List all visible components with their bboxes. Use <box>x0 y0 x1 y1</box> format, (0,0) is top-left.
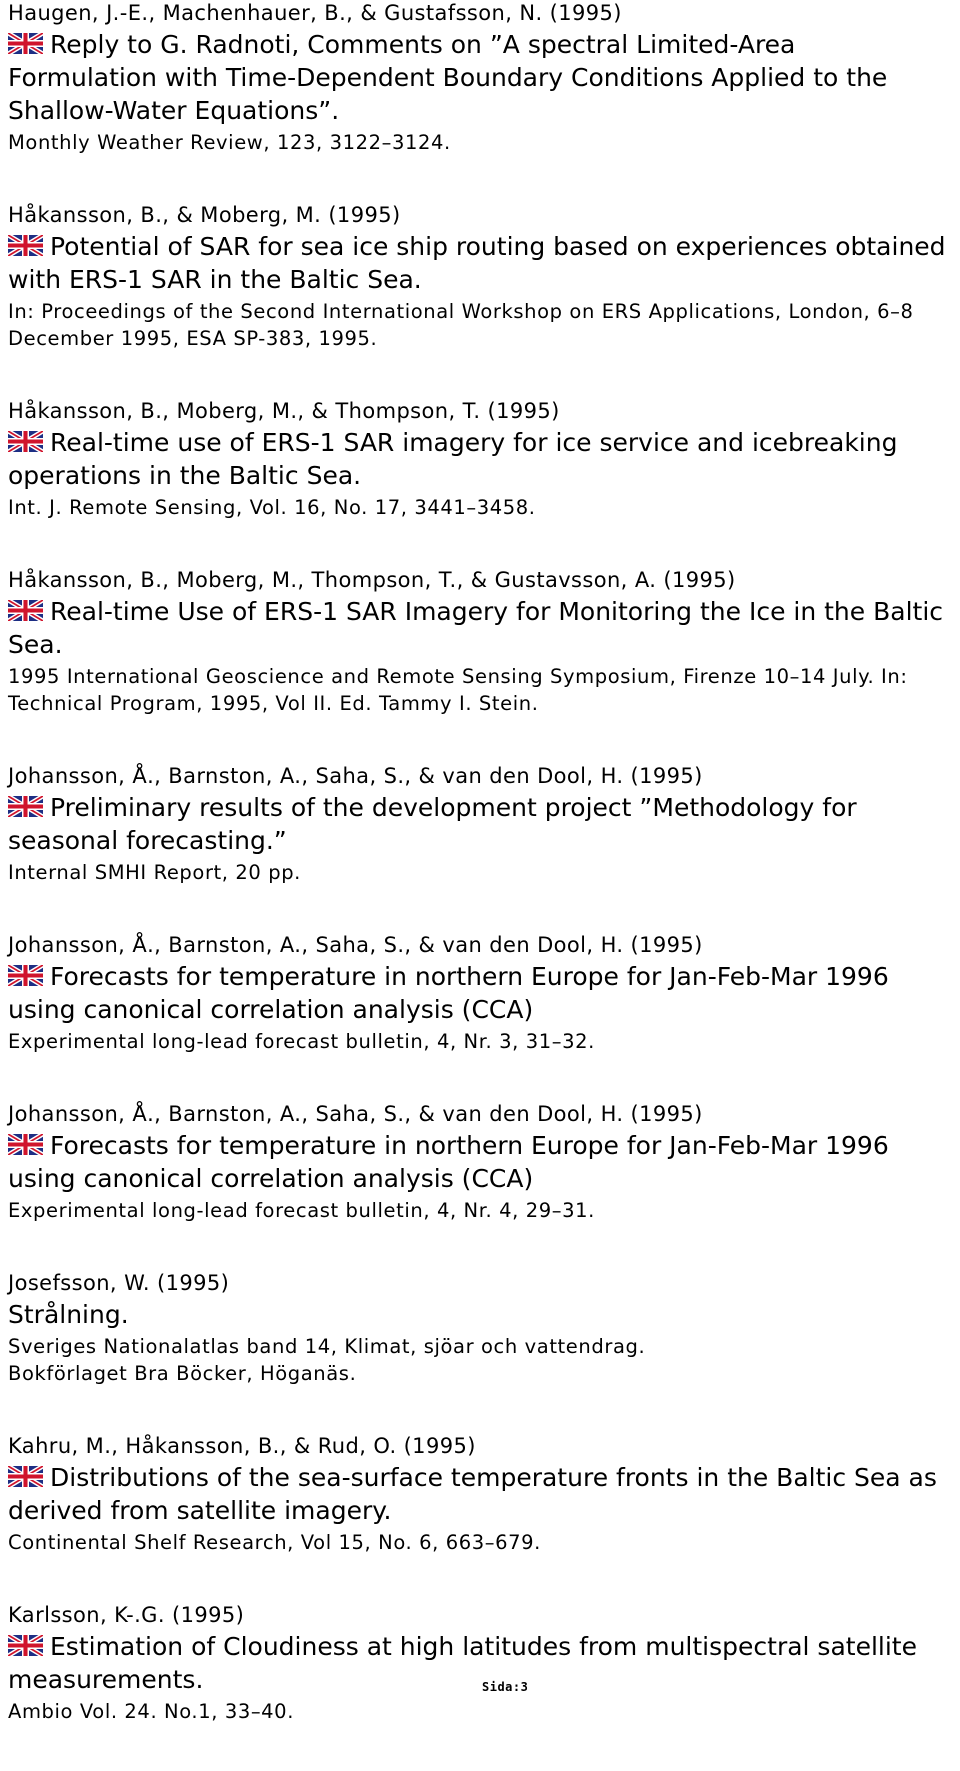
reference-source: Int. J. Remote Sensing, Vol. 16, No. 17, 3441–3458. <box>8 496 536 519</box>
uk-flag-icon <box>8 1466 43 1487</box>
uk-flag-icon <box>8 431 43 452</box>
reference-title-text: Potential of SAR for sea ice ship routing based on experiences obtained with ERS-1 SAR in the Baltic Sea. <box>8 232 946 294</box>
reference-title-text: Real-time use of ERS-1 SAR imagery for ice service and icebreaking operations in the Baltic Sea. <box>8 428 898 490</box>
reference-title-text: Preliminary results of the development project ”Methodology for seasonal forecasting.” <box>8 793 857 855</box>
reference-source: Monthly Weather Review, 123, 3122–3124. <box>8 131 451 154</box>
reference-entry <box>8 0 952 156</box>
reference-authors: Håkansson, B., & Moberg, M. (1995) <box>8 203 401 227</box>
uk-flag-icon <box>8 796 43 817</box>
reference-source: Ambio Vol. 24. No.1, 33–40. <box>8 1700 294 1723</box>
page-number: Sida:3 <box>482 1680 529 1694</box>
reference-title-text: Estimation of Cloudiness at high latitudes from multispectral satellite measurements. <box>8 1632 917 1694</box>
reference-title-text: Strålning. <box>8 1300 129 1329</box>
reference-authors: Håkansson, B., Moberg, M., & Thompson, T. (1995) <box>8 399 560 423</box>
reference-authors: Josefsson, W. (1995) <box>8 1271 230 1295</box>
uk-flag-icon <box>8 33 43 54</box>
reference-title-text: Distributions of the sea-surface temperature fronts in the Baltic Sea as derived from satellite imagery. <box>8 1463 937 1525</box>
uk-flag-icon <box>8 600 43 621</box>
reference-title <box>8 595 952 661</box>
reference-title <box>8 1298 952 1331</box>
reference-title <box>8 426 952 492</box>
reference-title <box>8 791 952 857</box>
reference-authors: Johansson, Å., Barnston, A., Saha, S., & van den Dool, H. (1995) <box>8 933 703 957</box>
reference-entry <box>8 1602 952 1725</box>
reference-source: 1995 International Geoscience and Remote Sensing Symposium, Firenze 10–14 July. In: Technical Program, 1995, Vol II. Ed. Tammy I. Stein. <box>8 665 908 715</box>
reference-title-text: Forecasts for temperature in northern Europe for Jan-Feb-Mar 1996 using canonical correlation analysis (CCA) <box>8 1131 889 1193</box>
reference-source: Experimental long-lead forecast bulletin, 4, Nr. 3, 31–32. <box>8 1030 595 1053</box>
reference-title-text: Reply to G. Radnoti, Comments on ”A spectral Limited-Area Formulation with Time-Dependent Boundary Conditions Applied to the Shallow-Water Equations”. <box>8 30 888 125</box>
reference-title <box>8 960 952 1026</box>
reference-entry <box>8 567 952 717</box>
reference-source: Bokförlaget Bra Böcker, Höganäs. <box>8 1362 357 1385</box>
reference-entry <box>8 932 952 1055</box>
reference-entry <box>8 1101 952 1224</box>
reference-title <box>8 230 952 296</box>
reference-title <box>8 1630 952 1696</box>
reference-source: Continental Shelf Research, Vol 15, No. 6, 663–679. <box>8 1531 541 1554</box>
reference-title <box>8 1461 952 1527</box>
reference-source: Internal SMHI Report, 20 pp. <box>8 861 301 884</box>
uk-flag-icon <box>8 965 43 986</box>
reference-source: In: Proceedings of the Second International Workshop on ERS Applications, London, 6–8 December 1995, ESA SP-383, 1995. <box>8 300 914 350</box>
uk-flag-icon <box>8 235 43 256</box>
reference-authors: Kahru, M., Håkansson, B., & Rud, O. (1995) <box>8 1434 476 1458</box>
reference-source: Sveriges Nationalatlas band 14, Klimat, sjöar och vattendrag. <box>8 1335 646 1358</box>
reference-title <box>8 1129 952 1195</box>
reference-entry <box>8 1433 952 1556</box>
reference-authors: Johansson, Å., Barnston, A., Saha, S., & van den Dool, H. (1995) <box>8 764 703 788</box>
reference-entry <box>8 202 952 352</box>
reference-title <box>8 28 952 127</box>
reference-list <box>8 0 952 1771</box>
uk-flag-icon <box>8 1635 43 1656</box>
reference-authors: Karlsson, K-.G. (1995) <box>8 1603 245 1627</box>
reference-authors: Johansson, Å., Barnston, A., Saha, S., & van den Dool, H. (1995) <box>8 1102 703 1126</box>
reference-title-text: Real-time Use of ERS-1 SAR Imagery for Monitoring the Ice in the Baltic Sea. <box>8 597 944 659</box>
reference-entry <box>8 398 952 521</box>
uk-flag-icon <box>8 1134 43 1155</box>
reference-entry <box>8 1270 952 1387</box>
reference-authors: Haugen, J.-E., Machenhauer, B., & Gustafsson, N. (1995) <box>8 1 622 25</box>
reference-title-text: Forecasts for temperature in northern Europe for Jan-Feb-Mar 1996 using canonical correlation analysis (CCA) <box>8 962 889 1024</box>
reference-authors: Håkansson, B., Moberg, M., Thompson, T., & Gustavsson, A. (1995) <box>8 568 736 592</box>
reference-entry <box>8 763 952 886</box>
reference-source: Experimental long-lead forecast bulletin, 4, Nr. 4, 29–31. <box>8 1199 595 1222</box>
